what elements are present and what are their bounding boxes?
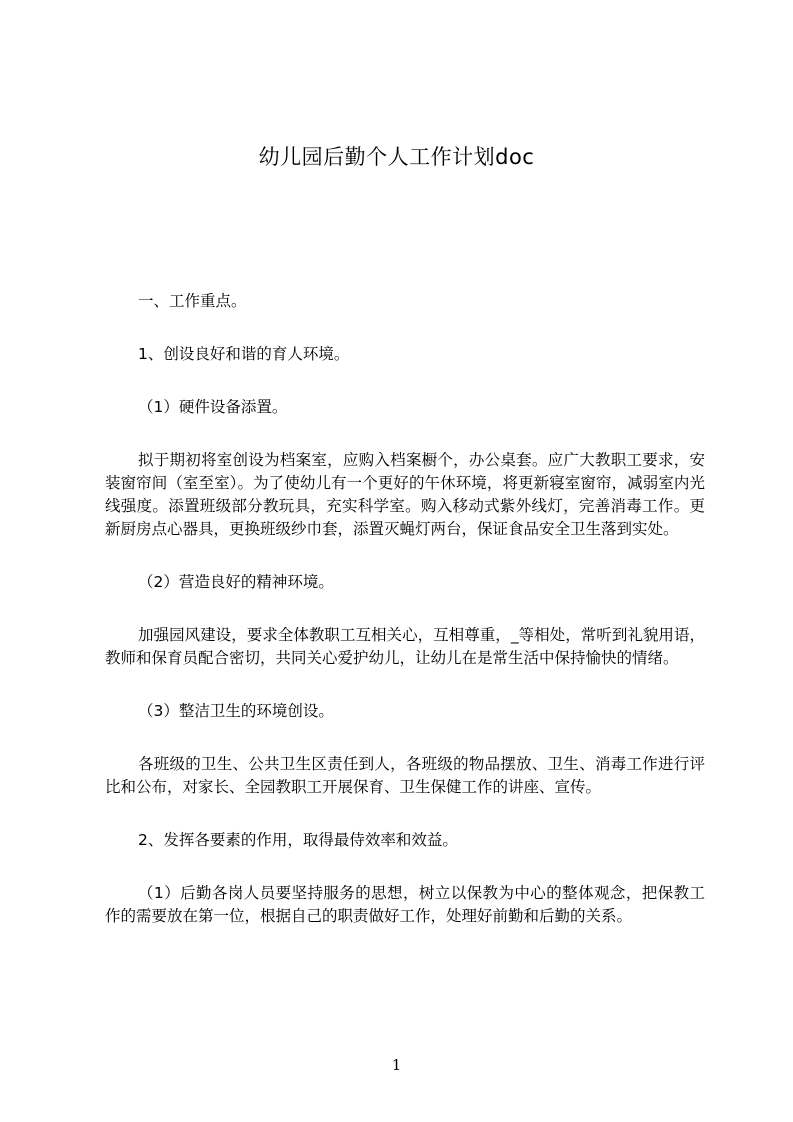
section-heading-work-focus: 一、工作重点。 (138, 292, 247, 310)
subsection-heading-environment: 1、创设良好和谐的育人环境。 (138, 345, 350, 363)
subsection-heading-efficiency: 2、发挥各要素的作用，取得最侍效率和效益。 (138, 831, 458, 849)
document-title: 幼儿园后勤个人工作计划doc (258, 145, 535, 169)
paragraph-service-concept: （1）后勤各岗人员要坚持服务的思想，树立以保教为中心的整体观念，把保教工作的需要放在第一位，根据自己的职责做好工作，处理好前勤和后勤的关系。 (105, 884, 705, 925)
item-heading-hygiene: （3）整洁卫生的环境创设。 (138, 702, 334, 720)
paragraph-hardware-plan: 拟于期初将室创设为档案室，应购入档案橱个，办公桌套。应广大教职工要求，安装窗帘间（室至室）。为了使幼儿有一个更好的午休环境，将更新寝室窗帘，减弱室内光线强度。添置班级部分教玩具，充实科学室。购入移动式紫外线灯，完善消毒工作。更新厨房点心器具，更换班级纱巾套，添置灭蝇灯两台，保证食品安全卫生落到实处。 (105, 451, 705, 538)
item-heading-hardware: （1）硬件设备添置。 (138, 398, 288, 416)
page-number: 1 (391, 1056, 402, 1074)
paragraph-hygiene: 各班级的卫生、公共卫生区责任到人，各班级的物品摆放、卫生、消毒工作进行评比和公布，对家长、全园教职工开展保育、卫生保健工作的讲座、宣传。 (105, 755, 705, 796)
document-body (105, 290, 705, 958)
item-heading-spiritual-environment: （2）营造良好的精神环境。 (138, 573, 334, 591)
paragraph-spiritual-environment: 加强园风建设，要求全体教职工互相关心，互相尊重，_等相处，常听到礼貌用语，教师和保育员配合密切，共同关心爱护幼儿，让幼儿在是常生活中保持愉快的情绪。 (105, 626, 705, 667)
